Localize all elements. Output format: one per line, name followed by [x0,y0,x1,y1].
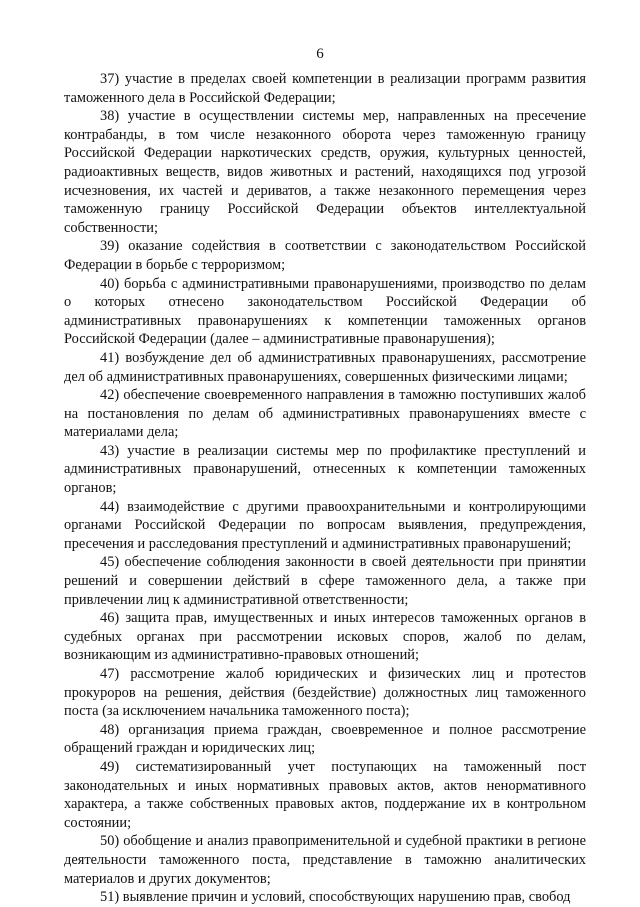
list-item-51: 51) выявление причин и условий, способствующих нарушению прав, свобод [100,889,571,906]
list-item-49: 49) систематизированный учет поступающих на таможенный пост законодательных и иных нормативных правовых актов, актов ненормативного характера, а также собственных правовых актов, поддержание их в контрольном состоянии; [64,758,586,831]
list-item-45: 45) обеспечение соблюдения законности в своей деятельности при принятии решений и совершении действий в сфере таможенного дела, а также при привлечении лиц к административной ответственности; [64,554,586,608]
document-body [64,70,586,907]
list-item-38: 38) участие в осуществлении системы мер, направленных на пресечение контрабанды, в том числе незаконного оборота через таможенную границу Российской Федерации наркотических средств, оружия, культурных ценностей, радиоактивных веществ, видов животных и растений, находящихся под угрозой исчезновения, их частей и дериватов, а также незаконного перемещения через таможенную границу Российской Федерации объектов интеллектуальной собственности; [64,108,586,236]
list-item-48: 48) организация приема граждан, своевременное и полное рассмотрение обращений граждан и юридических лиц; [64,721,586,757]
list-item-44: 44) взаимодействие с другими правоохранительными и контролирующими органами Российской Федерации по вопросам выявления, предупреждения, пресечения и расследования преступлений и административных правонарушений; [64,498,586,552]
list-item-39: 39) оказание содействия в соответствии с законодательством Российской Федерации в борьбе с терроризмом; [64,238,586,273]
list-item-37: 37) участие в пределах своей компетенции в реализации программ развития таможенного дела в Российской Федерации; [64,71,586,106]
page-number: 6 [316,46,324,62]
list-item-40: 40) борьба с административными правонарушениями, производство по делам о которых отнесено законодательством Российской Федерации об административных правонарушениях к компетенции таможенных органов Российской Федерации (далее – административные правонарушения); [64,275,586,348]
list-item-47: 47) рассмотрение жалоб юридических и физических лиц и протестов прокуроров на решения, действия (бездействие) должностных лиц таможенного поста (за исключением начальника таможенного поста); [64,666,586,720]
list-item-41: 41) возбуждение дел об административных правонарушениях, рассмотрение дел об административных правонарушениях, совершенных физическими лицами; [64,349,586,385]
list-item-50: 50) обобщение и анализ правоприменительной и судебной практики в регионе деятельности таможенного поста, представление в таможню аналитических материалов и других документов; [64,833,586,887]
list-item-42: 42) обеспечение своевременного направления в таможню поступивших жалоб на постановления по делам об административных правонарушениях вместе с материалами дела; [64,387,586,441]
list-item-46: 46) защита прав, имущественных и иных интересов таможенных органов в судебных органах при рассмотрении исковых споров, жалоб по делам, возникающим из административно-правовых отношений; [64,610,586,664]
list-item-43: 43) участие в реализации системы мер по профилактике преступлений и административных правонарушений, отнесенных к компетенции таможенных органов; [64,442,586,497]
